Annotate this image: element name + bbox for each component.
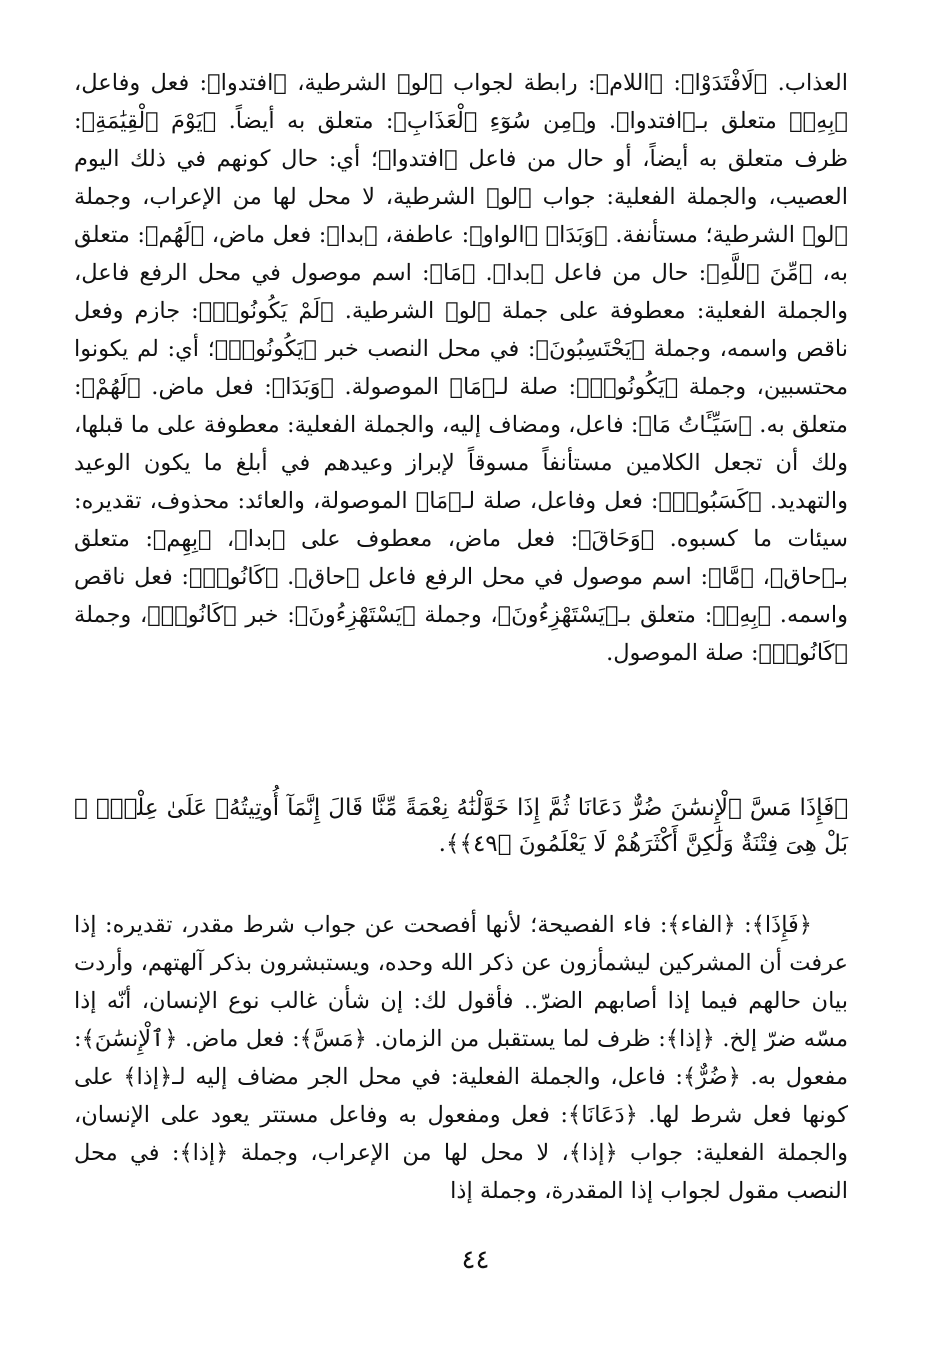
- commentary-paragraph-1: العذاب. ﴿لَافْتَدَوْا﴾: ﴿اللام﴾: رابطة لجواب ﴿لو﴾ الشرطية، ﴿افتدوا﴾: فعل وفاعل، ﴿بِهِۦ﴾ متعلق بـ﴿افتدوا﴾. و﴿مِن سُوٓءِ ٱلْعَذَابِ﴾: متعلق به أيضاً. ﴿يَوْمَ ٱلْقِيَٰمَةِ﴾: ظرف متعلق به أيضاً، أو حال من فاعل ﴿افتدوا﴾؛ أي: حال كونهم في ذلك اليوم العصيب، والجملة الفعلية: جواب ﴿لو﴾ الشرطية، لا محل لها من الإعراب، وجملة ﴿لو﴾ الشرطية؛ مستأنفة. ﴿وَبَدَا﴾ ﴿الواو﴾: عاطفة، ﴿بدا﴾: فعل ماض، ﴿لَهُم﴾: متعلق به، ﴿مِّنَ ٱللَّهِ﴾: حال من فاعل ﴿بدا﴾. ﴿مَا﴾: اسم موصول في محل الرفع فاعل، والجملة الفعلية: معطوفة على جملة ﴿لو﴾ الشرطية. ﴿لَمْ يَكُونُوا۟﴾: جازم وفعل ناقص واسمه، وجملة ﴿يَحْتَسِبُونَ﴾: في محل النصب خبر ﴿يَكُونُوا۟﴾؛ أي: لم يكونوا محتسبين، وجملة ﴿يَكُونُوا۟﴾: صلة لـ﴿مَا﴾ الموصولة. ﴿وَبَدَا﴾: فعل ماض. ﴿لَهُمْ﴾: متعلق به. ﴿سَيِّـَٔاتُ مَا﴾: فاعل، ومضاف إليه، والجملة الفعلية: معطوفة على ما قبلها، ولك أن تجعل الكلامين مستأنفاً مسوقاً لإبراز وعيدهم في أبلغ ما يكون الوعيد والتهديد. ﴿كَسَبُوا۟﴾: فعل وفاعل، صلة لـ﴿مَا﴾ الموصولة، والعائد: محذوف، تقديره: سيئات ما كسبوه. ﴿وَحَاقَ﴾: فعل ماض، معطوف على ﴿بدا﴾، ﴿بِهِم﴾: متعلق بـ﴿حاق﴾، ﴿مَّا﴾: اسم موصول في محل الرفع فاعل ﴿حاق﴾. ﴿كَانُوا۟﴾: فعل ناقص واسمه. ﴿بِهِۦ﴾: متعلق بـ﴿يَسْتَهْزِءُونَ﴾، وجملة ﴿يَسْتَهْزِءُونَ﴾: خبر ﴿كَانُوا۟﴾، وجملة ﴿كَانُوا۟﴾: صلة الموصول.: [74, 70, 848, 666]
- quran-verse: ﴿فَإِذَا مَسَّ ٱلْإِنسَٰنَ ضُرٌّ دَعَانَا ثُمَّ إِذَا خَوَّلْنَٰهُ نِعْمَةً مِّنَّا قَالَ إِنَّمَآ أُوتِيتُهُۥ عَلَىٰ عِلْمٍۭ ۚ بَلْ هِىَ فِتْنَةٌ وَلَٰكِنَّ أَكْثَرَهُمْ لَا يَعْلَمُونَ ﴿٤٩﴾﴾.: [74, 795, 848, 857]
- page-number: ٤٤: [461, 1245, 490, 1275]
- commentary-paragraph-2: ﴿فَإِذَا﴾: ﴿الفاء﴾: فاء الفصيحة؛ لأنها أفصحت عن جواب شرط مقدر، تقديره: إذا عرفت أن المشركين ليشمأزون عن ذكر الله وحده، ويستبشرون بذكر آلهتهم، وأردت بيان حالهم فيما إذا أصابهم الضرّ.. فأقول لك: إن شأن غالب نوع الإنسان، أنّه إذا مسّه ضرّ إلخ. ﴿إذا﴾: ظرف لما يستقبل من الزمان. ﴿مَسَّ﴾: فعل ماض. ﴿ٱلْإِنسَٰنَ﴾: مفعول به. ﴿ضُرٌّ﴾: فاعل، والجملة الفعلية: في محل الجر مضاف إليه لـ﴿إذا﴾ على كونها فعل شرط لها. ﴿دَعَانَا﴾: فعل ومفعول به وفاعل مستتر يعود على الإنسان، والجملة الفعلية: جواب ﴿إذا﴾، لا محل لها من الإعراب، وجملة ﴿إذا﴾: في محل النصب مقول لجواب إذا المقدرة، وجملة إذا: [74, 912, 848, 1204]
